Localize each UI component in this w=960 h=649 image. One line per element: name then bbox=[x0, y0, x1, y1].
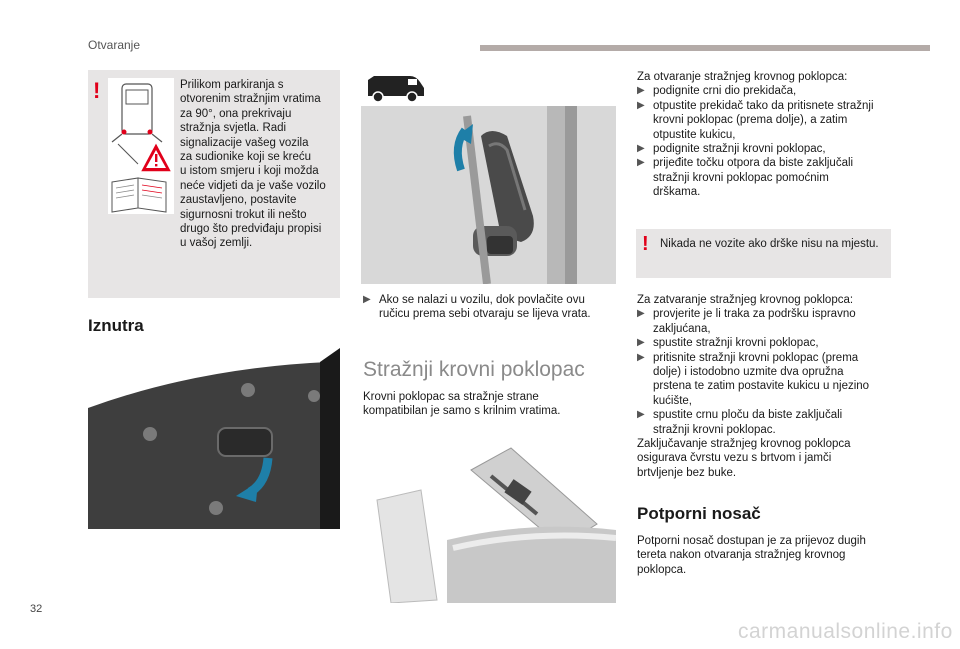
van-silhouette-icon bbox=[364, 70, 428, 104]
watermark: carmanualsonline.info bbox=[738, 620, 953, 643]
arrow-bullet-icon: ▶ bbox=[637, 143, 645, 155]
warning-illustration bbox=[108, 78, 174, 214]
exclamation-mark-icon: ! bbox=[642, 233, 649, 255]
exclamation-mark-icon: ! bbox=[93, 78, 101, 103]
page-number: 32 bbox=[30, 603, 43, 615]
arrow-bullet-icon: ▶ bbox=[637, 409, 645, 421]
iznutra-title: Iznutra bbox=[88, 316, 144, 335]
support-text: Potporni nosač dostupan je za prijevoz dugih tereta nakon otvaranja stražnjeg krovnog poklopca. bbox=[637, 535, 866, 576]
close-instructions: Za zatvaranje stražnjeg krovnog poklopca: ▶ provjerite je li traka za podršku ispravno zakljućana, ▶ spustite stražnji krovni poklopac, ▶ pritisnite stražnji krovni poklopac (prema dolje) i istodobno uzmite dva opružna prstena te zatim postavite kukicu u njezino kućište, ▶ spustite crnu ploču da biste zaključali stražnji krovni poklopac. Zaključavanje stražnjeg krovnog poklopca osigurava čvrstu vezu s brtvom i jamči brtvljenje bez buke. bbox=[637, 293, 917, 480]
header-bar bbox=[480, 45, 930, 51]
roof-hatch-title: Stražnji krovni poklopac bbox=[363, 358, 585, 381]
door-handle-image bbox=[361, 106, 616, 284]
warning-text: Prilikom parkiranja s otvorenim stražnjim vratima za 90°, ona prekrivaju stražnja svjetla. Radi signalizacije vašeg vozila za sudionike koji se kreću u istom smjeru i koji možda neće vidjeti da je vaše vozilo zaustavljeno, postavite sigurnosni trokut ili nešto drugo što predviđaju propisi u vašoj zemlji. bbox=[180, 79, 326, 250]
van-top-view-icon bbox=[108, 78, 174, 214]
arrow-bullet-icon: ▶ bbox=[637, 99, 645, 111]
open-book-icon bbox=[112, 178, 166, 212]
roof-hatch-image bbox=[361, 440, 616, 603]
handle-note: ▶ Ako se nalazi u vozilu, dok povlačite ovu ručicu prema sebi otvaraju se lijeva vrata. bbox=[363, 294, 591, 321]
lock-text: Zaključavanje stražnjeg krovnog poklopca osigurava čvrstu vezu s brtvom i jamči brtvljenje bez buke. bbox=[637, 438, 851, 479]
arrow-bullet-icon: ▶ bbox=[637, 337, 645, 349]
arrow-bullet-icon: ▶ bbox=[637, 85, 645, 97]
roof-hatch-text: Krovni poklopac sa stražnje strane kompatibilan je samo s krilnim vratima. bbox=[363, 391, 561, 418]
section-label: Otvaranje bbox=[88, 38, 141, 52]
interior-door-image bbox=[88, 348, 340, 529]
warning-triangle-icon bbox=[140, 142, 172, 172]
arrow-bullet-icon: ▶ bbox=[637, 351, 645, 363]
arrow-bullet-icon: ▶ bbox=[363, 294, 371, 305]
arrow-bullet-icon: ▶ bbox=[637, 157, 645, 169]
arrow-bullet-icon: ▶ bbox=[637, 308, 645, 320]
support-title: Potporni nosač bbox=[637, 504, 761, 523]
open-instructions: Za otvaranje stražnjeg krovnog poklopca: ▶ podignite crni dio prekidača, ▶ otpustite prekidač tako da pritisnete stražnji krovni poklopac (prema dolje), a zatim otpustite kukicu, ▶ podignite stražnji krovni poklopac, ▶ prijeđite točku otpora da biste zaključali stražnji krovni poklopac pomoćnim drškama. bbox=[637, 71, 874, 199]
warning-note-text: Nikada ne vozite ako drške nisu na mjestu. bbox=[660, 238, 879, 250]
